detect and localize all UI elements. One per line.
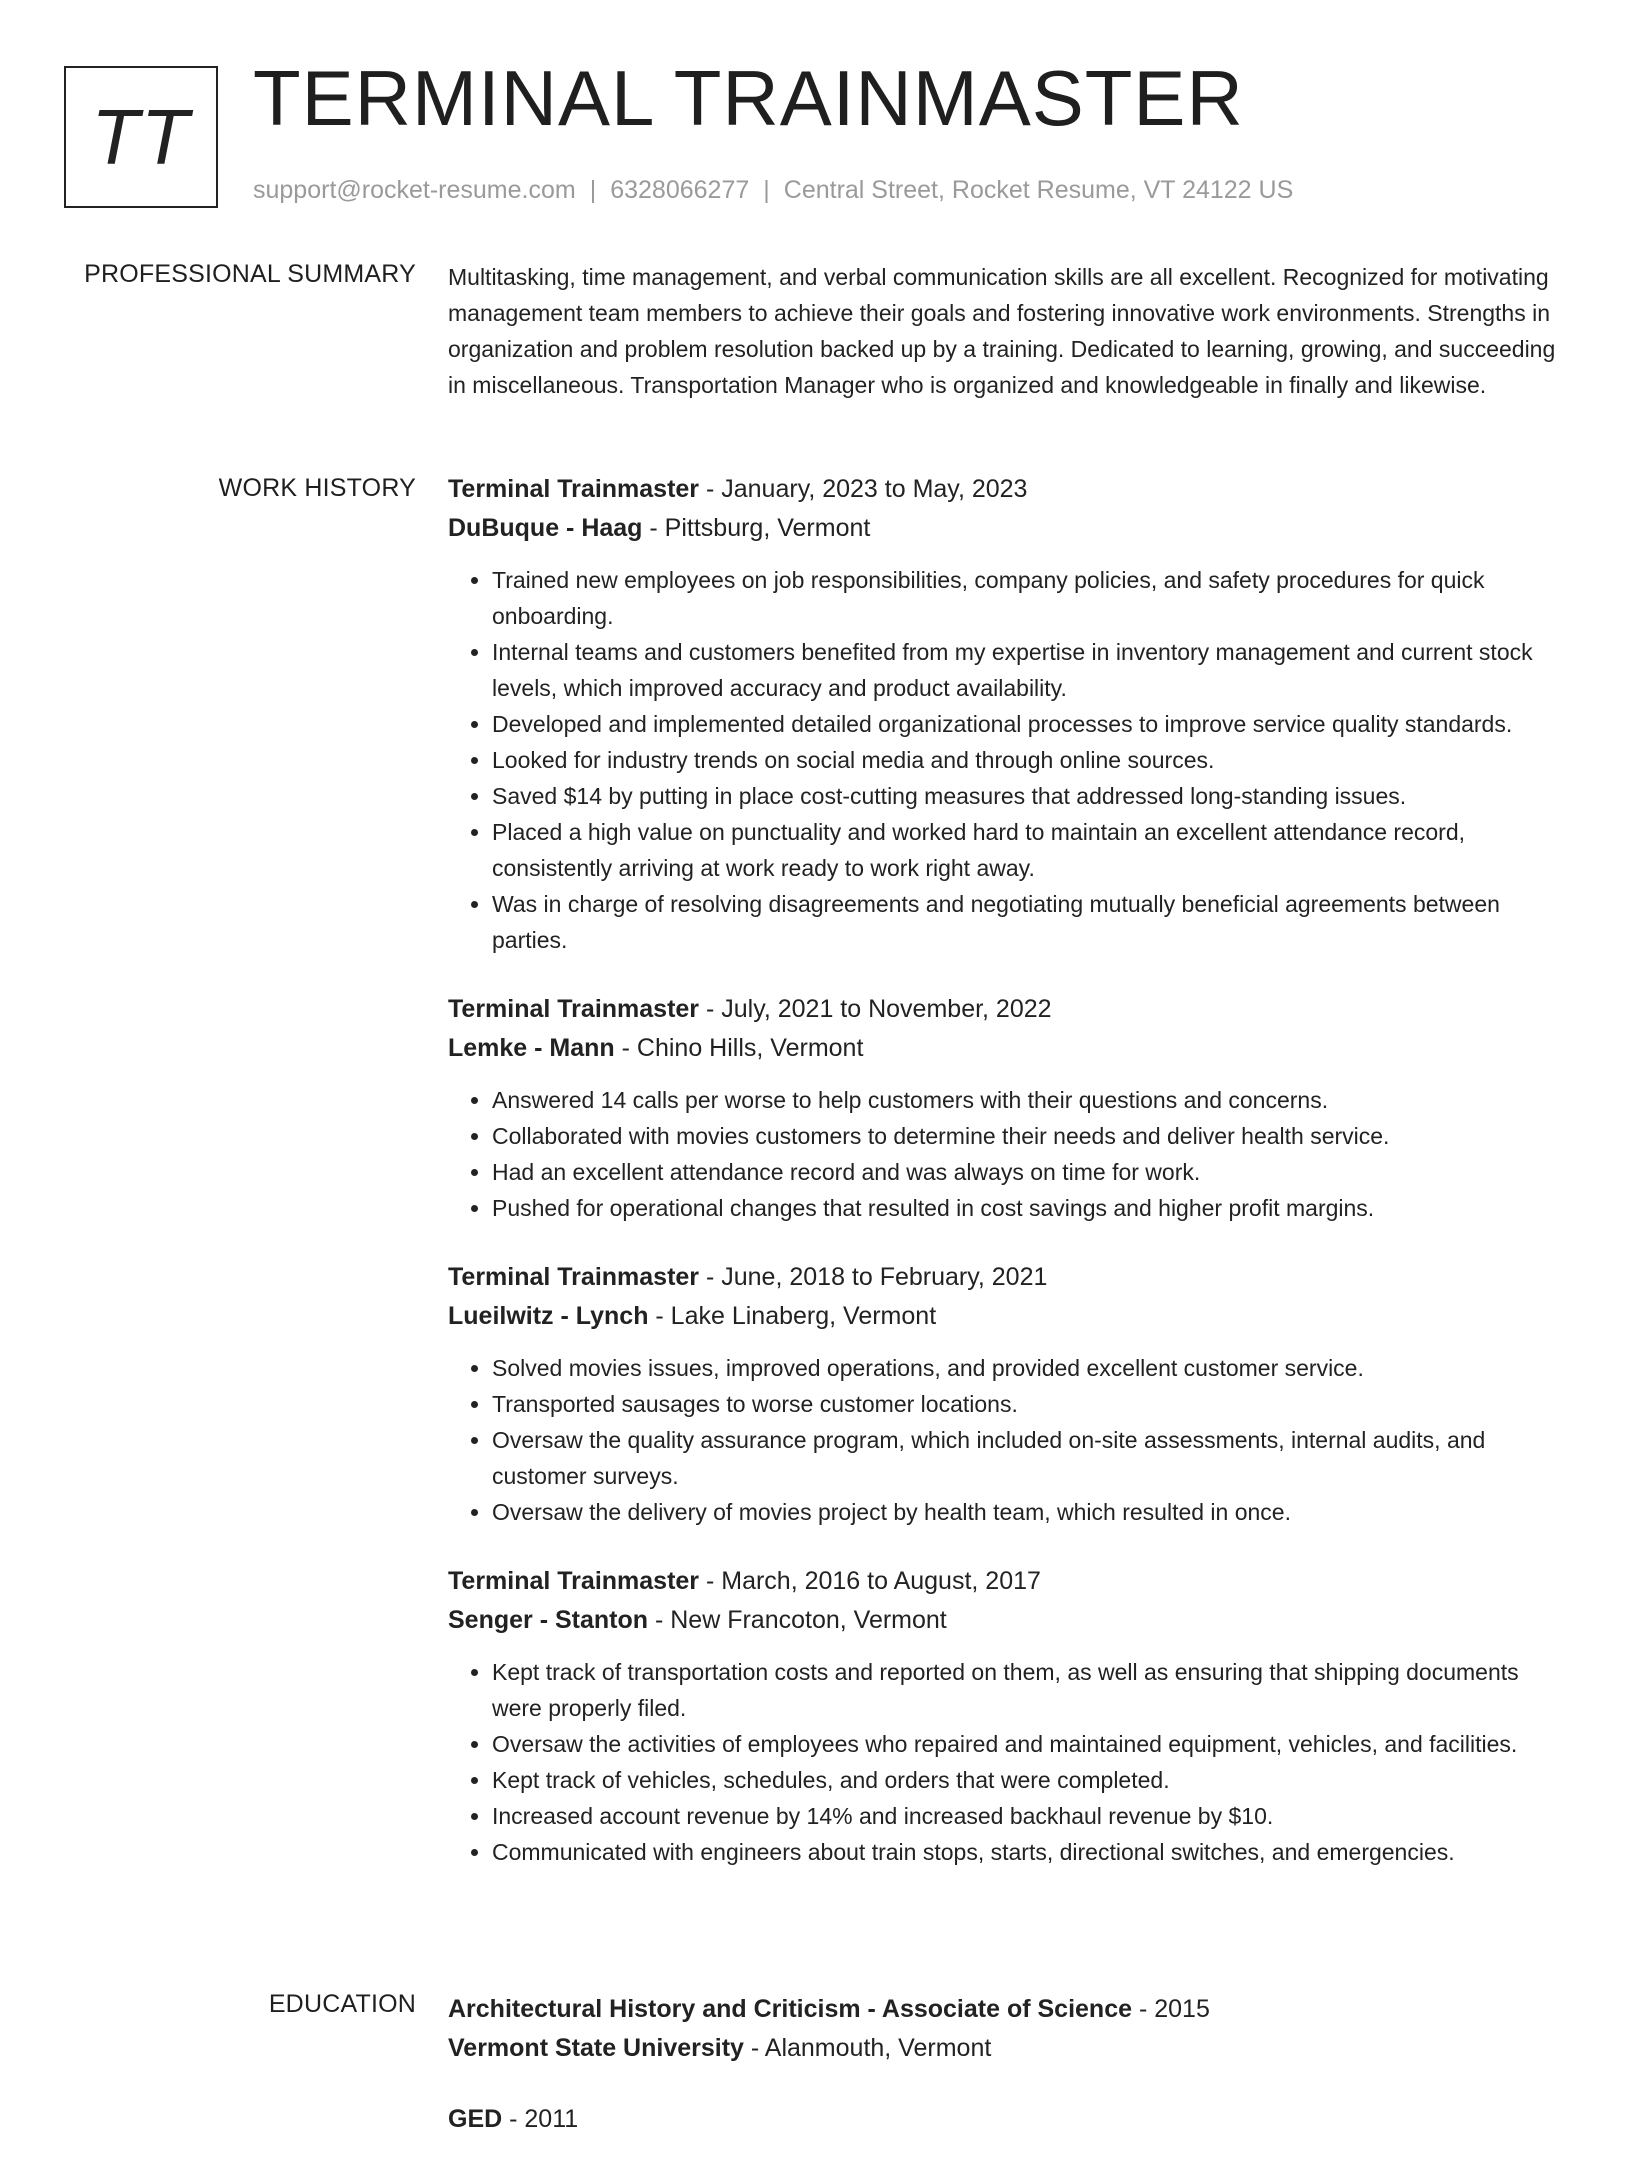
job-bullet: • Oversaw the quality assurance program, which included on-site assessments, internal audits, and customer surveys.	[492, 1422, 1568, 1494]
job-dates: - June, 2018 to February, 2021	[699, 1263, 1048, 1291]
job-bullet: • Answered 14 calls per worse to help customers with their questions and concerns.	[492, 1082, 1568, 1118]
job-title: Terminal Trainmaster	[448, 475, 700, 503]
job-bullet: • Had an excellent attendance record and was always on time for work.	[492, 1154, 1568, 1190]
job-bullet: • Internal teams and customers benefited from my expertise in inventory management and current stock levels, which improved accuracy and product availability.	[492, 634, 1568, 706]
contact-address: Central Street, Rocket Resume, VT 24122 US	[783, 176, 1294, 204]
education-year: - 2011	[502, 2105, 579, 2133]
job-bullet: • Developed and implemented detailed organizational processes to improve service quality standards.	[492, 706, 1568, 742]
job-company: Lueilwitz - Lynch	[448, 1302, 649, 1330]
section-label-summary: PROFESSIONAL SUMMARY	[84, 260, 416, 288]
job-bullet: • Solved movies issues, improved operations, and provided excellent customer service.	[492, 1350, 1568, 1386]
job-bullets	[448, 562, 1568, 958]
job-bullet: • Transported sausages to worse customer locations.	[492, 1386, 1568, 1422]
job-bullet: • Oversaw the delivery of movies project by health team, which resulted in once.	[492, 1494, 1568, 1530]
job-entry	[448, 1258, 1568, 1530]
job-list	[448, 474, 1568, 1902]
job-location: - Pittsburg, Vermont	[642, 514, 871, 542]
job-bullets	[448, 1350, 1568, 1530]
job-company: Lemke - Mann	[448, 1034, 615, 1062]
education-degree: GED	[448, 2105, 503, 2133]
job-dates: - July, 2021 to November, 2022	[699, 995, 1052, 1023]
monogram-badge: TT	[64, 66, 218, 208]
job-bullet: • Trained new employees on job responsibilities, company policies, and safety procedures for quick onboarding.	[492, 562, 1568, 634]
education-degree: Architectural History and Criticism - Associate of Science	[448, 1995, 1133, 2023]
job-entry	[448, 1562, 1568, 1870]
job-title: Terminal Trainmaster	[448, 1567, 700, 1595]
job-bullet: • Kept track of transportation costs and reported on them, as well as ensuring that shipping documents were properly filed.	[492, 1654, 1568, 1726]
job-entry	[448, 990, 1568, 1226]
job-bullet: • Communicated with engineers about train stops, starts, directional switches, and emergencies.	[492, 1834, 1568, 1870]
candidate-name: TERMINAL TRAINMASTER	[253, 54, 1244, 142]
education-school: Vermont State University	[448, 2034, 744, 2062]
job-bullet: • Saved $14 by putting in place cost-cutting measures that addressed long-standing issues.	[492, 778, 1568, 814]
contact-phone: 6328066277	[610, 176, 750, 204]
job-bullets	[448, 1654, 1568, 1870]
contact-separator: |	[763, 176, 770, 204]
education-entry	[448, 1990, 1568, 2068]
summary-text: Multitasking, time management, and verbal communication skills are all excellent. Recognized for motivating management team members to achieve their goals and fostering innovative work environments. Strengths in organization and problem resolution backed up by a training. Dedicated to learning, growing, and succeeding in miscellaneous. Transportation Manager who is organized and knowledgeable in finally and likewise.	[448, 264, 1556, 398]
job-bullet: • Pushed for operational changes that resulted in cost savings and higher profit margins.	[492, 1190, 1568, 1226]
job-bullet: • Was in charge of resolving disagreements and negotiating mutually beneficial agreements between parties.	[492, 886, 1568, 958]
job-title: Terminal Trainmaster	[448, 1263, 700, 1291]
job-entry	[448, 470, 1568, 958]
job-bullet: • Kept track of vehicles, schedules, and orders that were completed.	[492, 1762, 1568, 1798]
job-bullet: • Oversaw the activities of employees who repaired and maintained equipment, vehicles, and facilities.	[492, 1726, 1568, 1762]
contact-line	[253, 176, 1293, 205]
job-bullet: • Increased account revenue by 14% and increased backhaul revenue by $10.	[492, 1798, 1568, 1834]
job-bullet: • Collaborated with movies customers to determine their needs and deliver health service.	[492, 1118, 1568, 1154]
job-dates: - March, 2016 to August, 2017	[699, 1567, 1041, 1595]
education-entry	[448, 2100, 1568, 2139]
job-location: - New Francoton, Vermont	[648, 1606, 947, 1634]
job-location: - Chino Hills, Vermont	[614, 1034, 864, 1062]
education-location: - Alanmouth, Vermont	[743, 2034, 992, 2062]
job-bullets	[448, 1082, 1568, 1226]
section-label-education: EDUCATION	[268, 1990, 416, 2018]
contact-email: support@rocket-resume.com	[253, 176, 576, 204]
section-label-work: WORK HISTORY	[218, 474, 416, 502]
job-company: DuBuque - Haag	[448, 514, 643, 542]
job-bullet: • Placed a high value on punctuality and worked hard to maintain an excellent attendance record, consistently arriving at work ready to work right away.	[492, 814, 1568, 886]
contact-separator: |	[589, 176, 597, 204]
job-location: - Lake Linaberg, Vermont	[648, 1302, 937, 1330]
job-dates: - January, 2023 to May, 2023	[699, 475, 1028, 503]
education-year: - 2015	[1132, 1995, 1210, 2023]
job-company: Senger - Stanton	[448, 1606, 649, 1634]
job-title: Terminal Trainmaster	[448, 995, 700, 1023]
job-bullet: • Looked for industry trends on social media and through online sources.	[492, 742, 1568, 778]
